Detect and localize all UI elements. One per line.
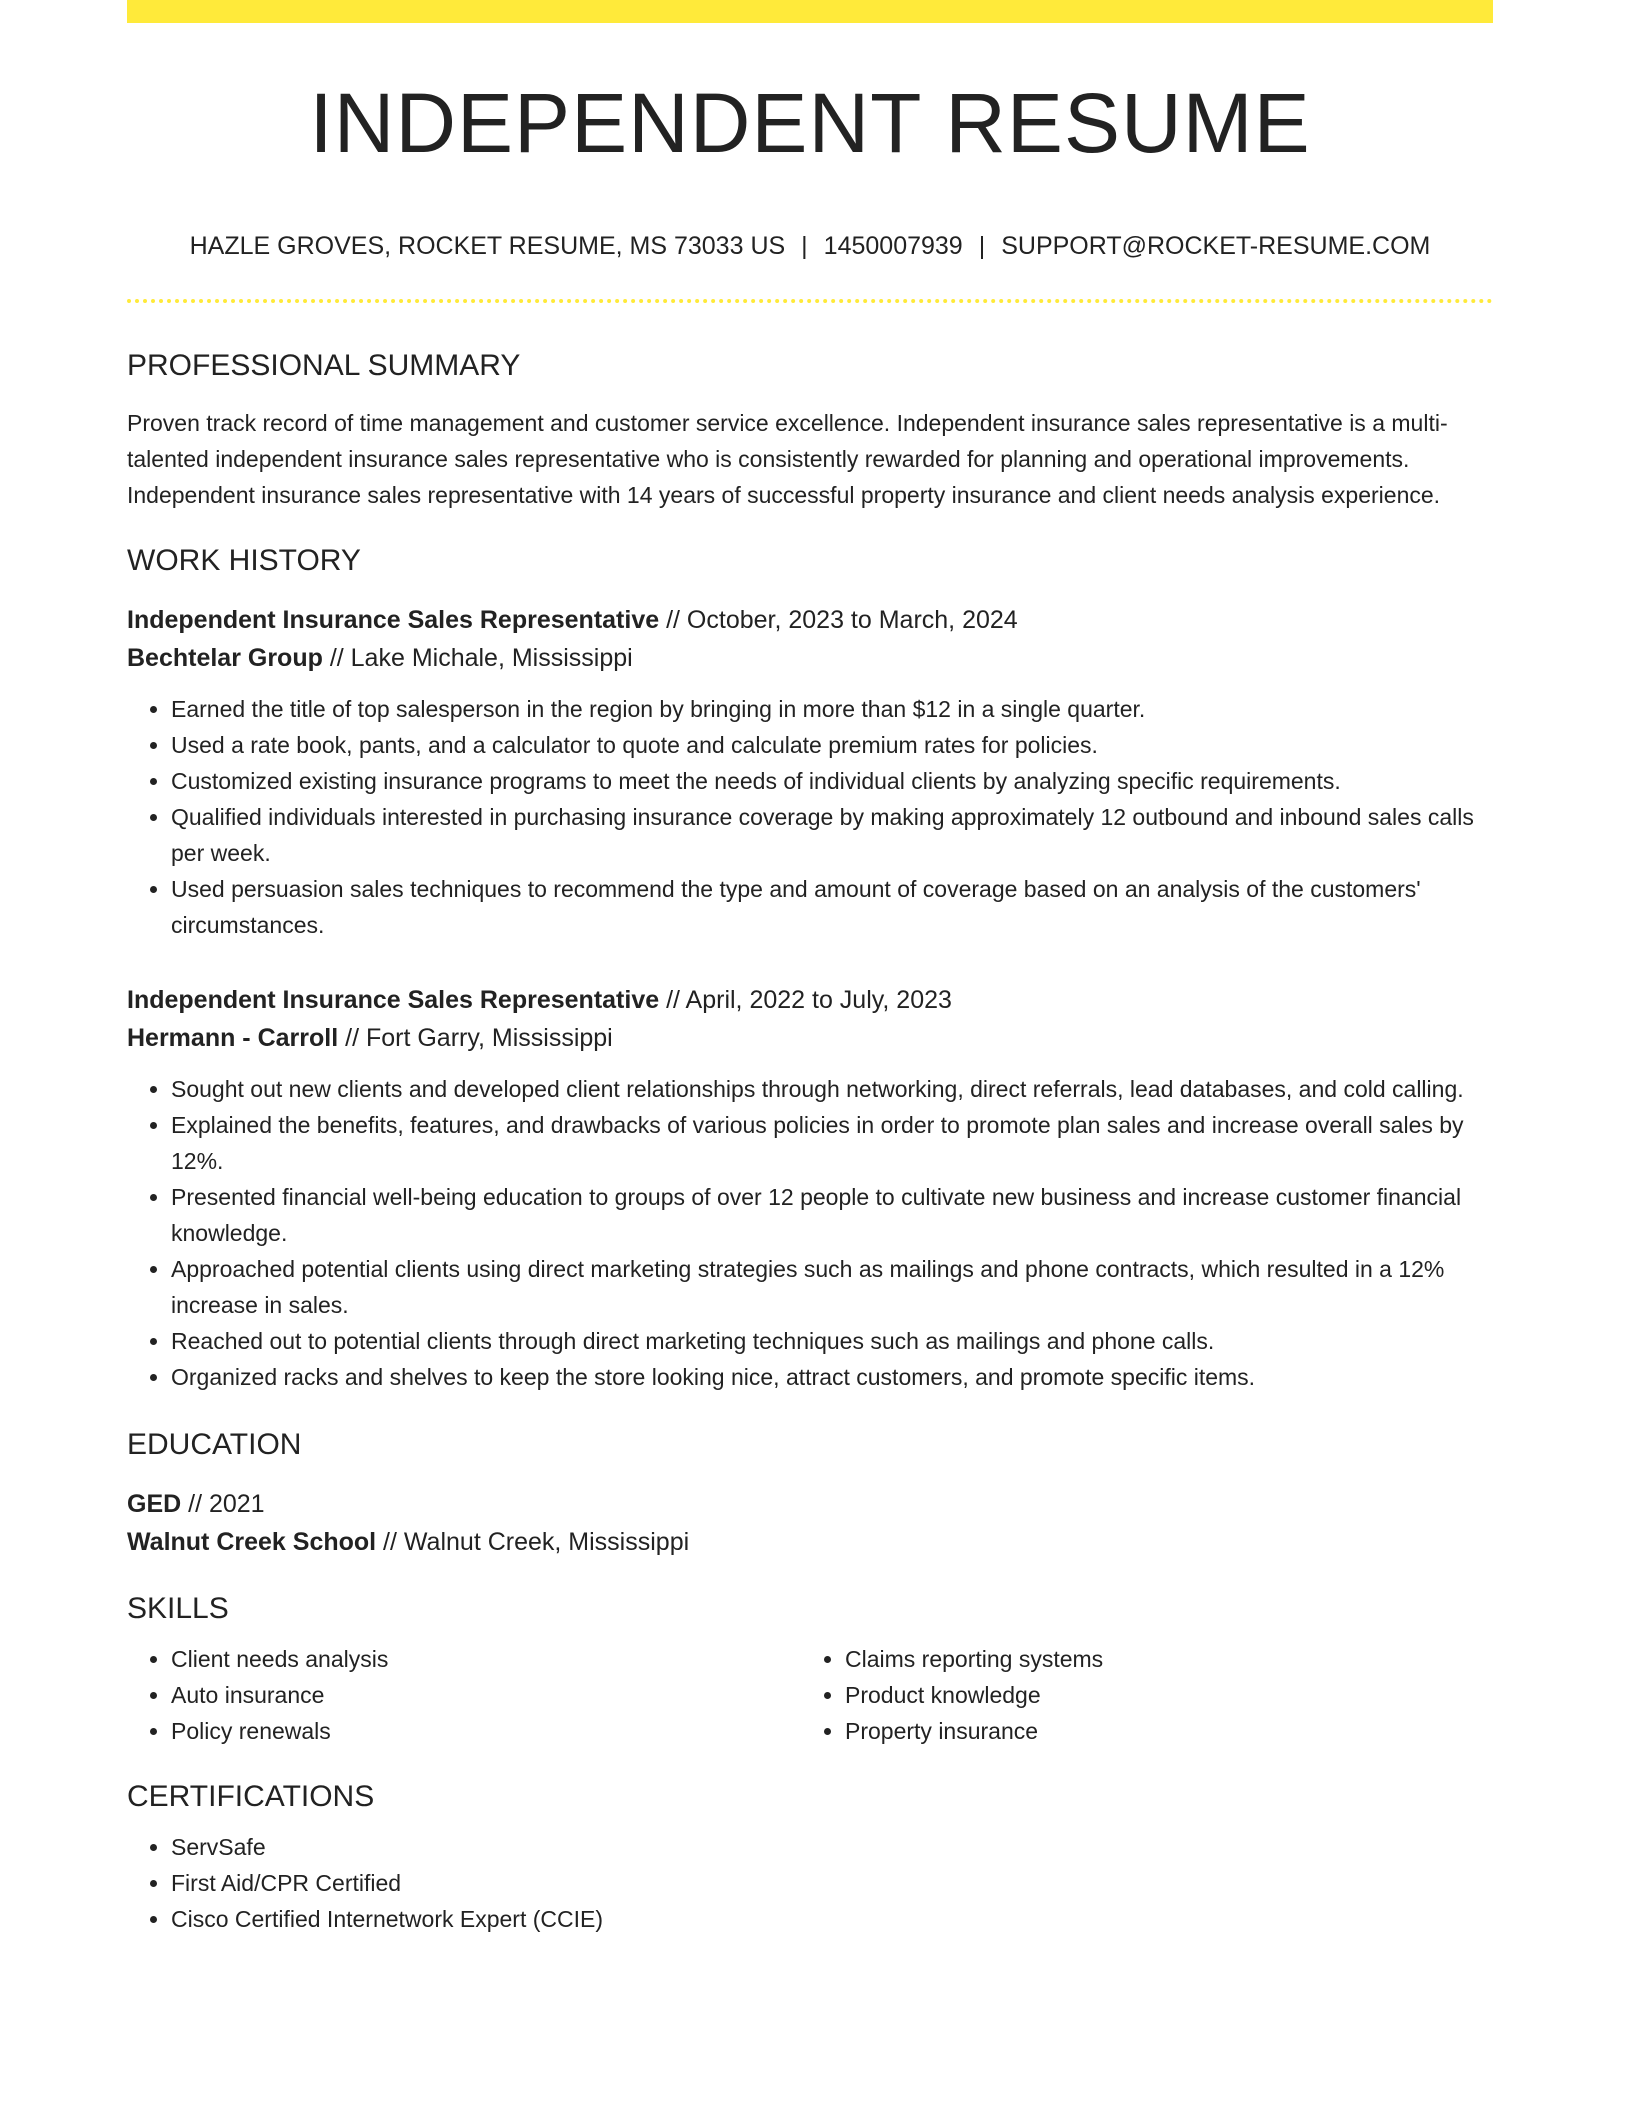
skills-list-right xyxy=(801,1641,1493,1749)
job-entry xyxy=(127,981,1493,1395)
skills-column-right xyxy=(801,1641,1493,1749)
skills-column-left xyxy=(127,1641,801,1749)
contact-phone: 1450007939 xyxy=(823,232,963,260)
education-location: // Walnut Creek, Mississippi xyxy=(376,1528,690,1556)
summary-heading: PROFESSIONAL SUMMARY xyxy=(127,349,521,382)
certification-item: • Cisco Certified Internetwork Expert (CCIE) xyxy=(171,1901,1493,1937)
contact-email: SUPPORT@ROCKET-RESUME.COM xyxy=(1001,232,1431,260)
contact-line xyxy=(127,231,1493,261)
skills-columns xyxy=(127,1641,1493,1749)
job-bullet: • Explained the benefits, features, and drawbacks of various policies in order to promote plan sales and increase overall sales by 12%. xyxy=(171,1107,1493,1179)
job-bullet: • Sought out new clients and developed client relationships through networking, direct referrals, lead databases, and cold calling. xyxy=(171,1071,1493,1107)
education-school: Walnut Creek School xyxy=(127,1528,377,1556)
job-location: // Fort Garry, Mississippi xyxy=(338,1024,613,1052)
job-dates: // October, 2023 to March, 2024 xyxy=(659,606,1018,634)
job-location: // Lake Michale, Mississippi xyxy=(322,644,633,672)
resume-title: INDEPENDENT RESUME xyxy=(309,76,1311,170)
job-bullet: • Earned the title of top salesperson in the region by bringing in more than $12 in a single quarter. xyxy=(171,691,1493,727)
job-company-line xyxy=(127,1019,1493,1057)
job-bullet: • Reached out to potential clients through direct marketing techniques such as mailings and phone calls. xyxy=(171,1323,1493,1359)
resume-page xyxy=(127,0,1493,1937)
certifications-heading: CERTIFICATIONS xyxy=(127,1780,375,1813)
certification-item: • ServSafe xyxy=(171,1829,1493,1865)
contact-address: HAZLE GROVES, ROCKET RESUME, MS 73033 US xyxy=(189,232,786,260)
top-accent-bar xyxy=(127,0,1493,23)
education-heading: EDUCATION xyxy=(127,1428,302,1461)
summary-text: Proven track record of time management and customer service excellence. Independent insurance sales representative is a multi-talented independent insurance sales representative who is consistently rewarded for planning and operational improvements. Independent insurance sales representative with 14 years of successful property insurance and client needs analysis experience. xyxy=(127,410,1448,508)
job-bullets xyxy=(127,1071,1493,1395)
job-bullet: • Customized existing insurance programs to meet the needs of individual clients by analyzing specific requirements. xyxy=(171,763,1493,799)
skill-item: • Policy renewals xyxy=(171,1713,801,1749)
education-entry xyxy=(127,1485,1493,1561)
job-company: Bechtelar Group xyxy=(127,644,323,672)
job-dates: // April, 2022 to July, 2023 xyxy=(659,986,952,1014)
job-title: Independent Insurance Sales Representative xyxy=(127,986,660,1014)
job-bullet: • Approached potential clients using direct marketing strategies such as mailings and phone contracts, which resulted in a 12% increase in sales. xyxy=(171,1251,1493,1323)
job-company: Hermann - Carroll xyxy=(127,1024,339,1052)
contact-separator: | xyxy=(801,232,808,260)
job-bullet: • Used a rate book, pants, and a calculator to quote and calculate premium rates for policies. xyxy=(171,727,1493,763)
skill-item: • Client needs analysis xyxy=(171,1641,801,1677)
job-company-line xyxy=(127,639,1493,677)
job-bullet: • Organized racks and shelves to keep the store looking nice, attract customers, and promote specific items. xyxy=(171,1359,1493,1395)
job-bullet: • Presented financial well-being education to groups of over 12 people to cultivate new business and increase customer financial knowledge. xyxy=(171,1179,1493,1251)
education-degree-line xyxy=(127,1485,1493,1523)
education-year: // 2021 xyxy=(181,1490,265,1518)
job-bullets xyxy=(127,691,1493,943)
certifications-list xyxy=(127,1829,1493,1937)
job-bullet: • Used persuasion sales techniques to recommend the type and amount of coverage based on an analysis of the customers' circumstances. xyxy=(171,871,1493,943)
skills-heading: SKILLS xyxy=(127,1592,229,1625)
skill-item: • Product knowledge xyxy=(845,1677,1493,1713)
skill-item: • Auto insurance xyxy=(171,1677,801,1713)
skill-item: • Claims reporting systems xyxy=(845,1641,1493,1677)
job-title-line xyxy=(127,981,1493,1019)
dotted-divider xyxy=(127,299,1493,303)
contact-separator: | xyxy=(978,232,986,260)
certification-item: • First Aid/CPR Certified xyxy=(171,1865,1493,1901)
job-title: Independent Insurance Sales Representative xyxy=(127,606,660,634)
work-history-heading: WORK HISTORY xyxy=(127,544,361,577)
skills-list-left xyxy=(127,1641,801,1749)
job-title-line xyxy=(127,601,1493,639)
education-school-line xyxy=(127,1523,1493,1561)
education-degree: GED xyxy=(127,1490,182,1518)
skill-item: • Property insurance xyxy=(845,1713,1493,1749)
job-entry xyxy=(127,601,1493,943)
job-bullet: • Qualified individuals interested in purchasing insurance coverage by making approximately 12 outbound and inbound sales calls per week. xyxy=(171,799,1493,871)
